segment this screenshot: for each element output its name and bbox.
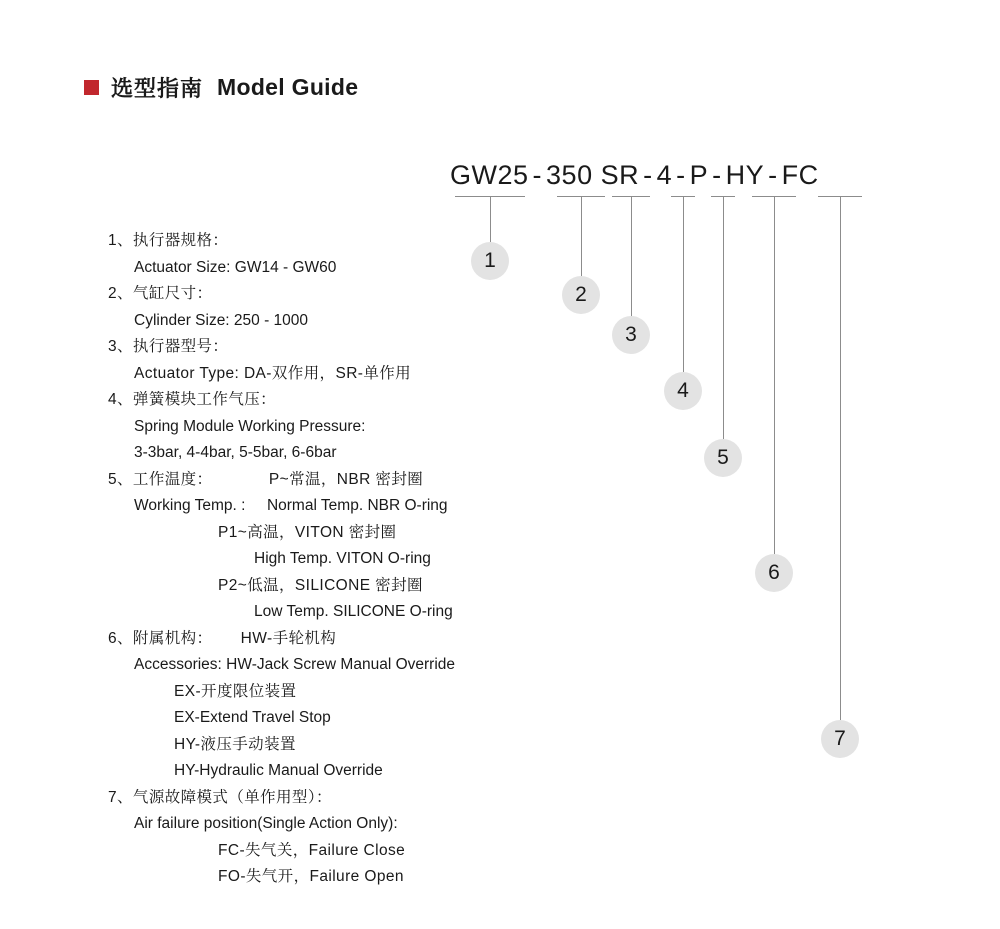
legend-row: EX-开度限位装置	[174, 682, 297, 700]
bubble-label: 5	[717, 446, 729, 469]
legend-row: EX-Extend Travel Stop	[174, 709, 331, 726]
legend-list	[108, 228, 708, 891]
bubble-6	[755, 554, 793, 592]
bubble-label: 4	[677, 379, 689, 402]
legend-row: HY-液压手动装置	[174, 735, 296, 753]
page-header	[84, 72, 358, 103]
bubble-label: 1	[484, 249, 496, 272]
legend-row: 1、执行器规格：	[108, 232, 229, 249]
legend-row: 5、工作温度： P~常温，NBR 密封圈	[108, 470, 424, 488]
legend-row: 3-3bar, 4-4bar, 5-5bar, 6-6bar	[134, 444, 337, 461]
leader-line-7	[840, 196, 841, 720]
legend-row: P2~低温，SILICONE 密封圈	[218, 576, 423, 594]
legend-row: HY-Hydraulic Manual Override	[174, 762, 383, 779]
bubble-label: 3	[625, 323, 637, 346]
model-code-sep-6: -	[768, 160, 778, 190]
legend-row: Actuator Size: GW14 - GW60	[134, 258, 337, 276]
model-code	[450, 160, 819, 191]
leader-line-6	[774, 196, 775, 554]
model-code-segment-1: GW25	[450, 160, 529, 190]
model-code-segment-5: P	[689, 160, 709, 190]
bubble-5	[704, 439, 742, 477]
legend-row: Cylinder Size: 250 - 1000	[134, 311, 309, 329]
legend-row: Actuator Type: DA-双作用，SR-单作用	[134, 364, 412, 382]
legend-row: P1~高温，VITON 密封圈	[218, 523, 397, 541]
model-code-segment-7: FC	[781, 160, 819, 190]
legend-row: 6、附属机构： HW-手轮机构	[108, 629, 337, 647]
legend-row: 3、执行器型号：	[108, 338, 229, 355]
model-code-sep-5: -	[712, 160, 722, 190]
bubble-label: 7	[834, 727, 846, 750]
page-title-cn: 选型指南	[111, 76, 204, 101]
legend-row: High Temp. VITON O-ring	[254, 550, 431, 567]
page-title-en: Model Guide	[217, 74, 359, 100]
bubble-label: 6	[768, 561, 780, 584]
model-code-sep-3: -	[643, 160, 653, 190]
legend-row: 2、气缸尺寸：	[108, 285, 213, 302]
bubble-7	[821, 720, 859, 758]
legend-row: FO-失气开，Failure Open	[218, 868, 404, 885]
legend-row: Low Temp. SILICONE O-ring	[254, 603, 453, 620]
legend-row: Air failure position(Single Action Only):	[134, 815, 398, 832]
bubble-label: 2	[575, 283, 587, 306]
model-code-sep-4: -	[676, 160, 686, 190]
model-code-sep-1: -	[532, 160, 543, 190]
model-code-segment-4: 4	[656, 160, 673, 190]
legend-row: Working Temp. : Normal Temp. NBR O-ring	[134, 497, 448, 514]
model-code-segment-6: HY	[725, 160, 765, 190]
model-code-segment-3: SR	[600, 160, 640, 190]
red-square-icon	[84, 80, 99, 95]
legend-row: Accessories: HW-Jack Screw Manual Override	[134, 656, 455, 673]
legend-row: Spring Module Working Pressure:	[134, 417, 366, 435]
leader-line-5	[723, 196, 724, 439]
model-code-segment-2: 350	[546, 160, 593, 190]
legend-row: 7、气源故障模式（单作用型）：	[108, 788, 332, 806]
legend-row: FC-失气关，Failure Close	[218, 841, 406, 859]
legend-row: 4、弹簧模块工作气压：	[108, 391, 277, 408]
